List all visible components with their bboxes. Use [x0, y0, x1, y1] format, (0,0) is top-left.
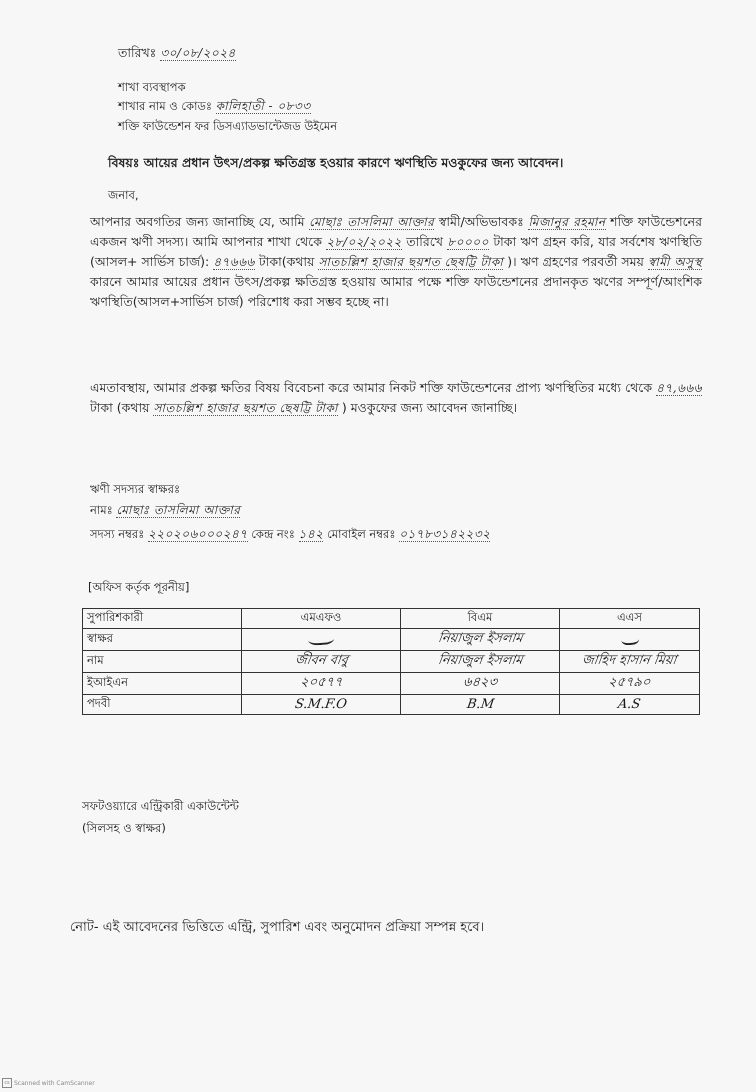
signature-cell [560, 629, 700, 651]
signature-text: নিয়াজুল ইসলাম [436, 631, 524, 646]
table-row [83, 673, 700, 695]
software-entry-line2: (সিলসহ ও স্বাক্ষর) [82, 821, 166, 835]
p2-text-2: টাকা (কথায় [90, 400, 150, 415]
addressee-line2 [118, 98, 311, 118]
p1-text-8: কারনে আমার আয়ের প্রধান উৎস/প্রকল্প ক্ষতিগ্রস্ত হওয়ায় আমার পক্ষে শক্তি ফাউন্ডেশনের প্রদানকৃত ঋণের সম্পূর্ণ/আংশিক ঋণস্থিতি(আসল+সার্ভিস চার্জ) পরিশোধ করা সম্ভব হচ্ছে না। [90, 274, 702, 309]
date-value: ৩০/০৮/২০২৪ [160, 46, 236, 60]
table-cell: ২০৫৭৭ [298, 675, 344, 690]
p1-text-6: টাকা(কথায় [258, 254, 315, 269]
p2-text-1: এমতাবস্থায়, আমার প্রকল্প ক্ষতির বিষয় বিবেচনা করে আমার নিকট শক্তি ফাউন্ডেশনের প্রাপ্য ঋণস্থিতির মধ্যে থেকে [90, 380, 653, 395]
p1-guardian-name: মিজানুর রহমান [528, 215, 606, 229]
p1-reason: স্বামী অসুস্থ [647, 255, 703, 269]
p1-loan-amount: ৮০০০০ [447, 235, 489, 249]
p2-text-3: ) মওকুফের জন্য আবেদন জানাচ্ছি। [341, 400, 518, 415]
p1-member-name: মোছাঃ তাসলিমা আক্তার [309, 215, 435, 229]
software-entry-line1: সফটওয়্যারে এন্ট্রিকারী একাউন্টেন্ট [82, 799, 239, 813]
note-line: নোট- এই আবেদনের ভিত্তিতে এন্ট্রি, সুপারিশ এবং অনুমোদন প্রক্রিয়া সম্পন্ন হবে। [70, 920, 485, 935]
addressee-line1: শাখা ব্যবস্থাপক [118, 80, 186, 94]
p1-text-5: টাকা ঋণ গ্রহন করি, যার সর্বশেষ ঋণস্থিতি (আসল+ সার্ভিস চার্জ): [90, 234, 702, 269]
signature-cell [401, 629, 560, 651]
table-cell: S.M.F.O [294, 697, 348, 712]
branch-label: শাখার নাম ও কোডঃ [118, 99, 213, 113]
p1-text-2: স্বামী/অভিভাবকঃ [438, 214, 524, 229]
header-cell: এএস [560, 609, 700, 629]
p1-text-1: আপনার অবগতির জন্য জানাচ্ছি যে, আমি [90, 214, 305, 229]
signature-cell [242, 629, 401, 651]
p1-text-4: তারিখে [406, 234, 443, 249]
member-signature-label: ঋণী সদস্যর স্বাক্ষরঃ [90, 482, 181, 496]
center-value: ১৪২ [298, 527, 324, 541]
scanner-badge [2, 1078, 95, 1088]
signature-table [82, 608, 700, 715]
paragraph-2 [90, 378, 702, 418]
salutation: জনাব, [108, 188, 139, 202]
member-name-line [90, 502, 240, 522]
p1-balance-words: সাতচল্লিশ হাজার ছয়শত ছেষট্টি টাকা [318, 255, 504, 269]
addressee-line3: শক্তি ফাউন্ডেশন ফর ডিসএ্যাডভান্টেজড উইমেন [118, 119, 338, 133]
member-id-value: ২২০২০৬০০০২৪৭ [147, 527, 248, 541]
table-header-row [83, 609, 700, 629]
table-cell: ৬৪২৩ [462, 675, 499, 690]
p1-text-7: )। ঋণ গ্রহণের পরবর্তী সময় [507, 254, 644, 269]
table-row [83, 695, 700, 715]
signature-scribble [308, 630, 335, 646]
header-cell: সুপারিশকারী [83, 609, 242, 629]
table-cell: ২৫৭৯০ [607, 675, 652, 690]
office-use-label: [অফিস কর্তৃক পূরনীয়] [88, 580, 190, 594]
row-label: পদবী [83, 695, 242, 715]
paragraph-1 [90, 212, 702, 312]
table-cell: নিয়াজুল ইসলাম [436, 653, 524, 668]
table-row [83, 629, 700, 651]
row-label: স্বাক্ষর [83, 629, 242, 651]
p1-loan-date: ২৮/০২/২০২২ [326, 235, 402, 249]
table-cell: জীবন বাবু [293, 653, 349, 668]
table-row [83, 651, 700, 673]
member-id-label: সদস্য নম্বরঃ [90, 527, 145, 541]
scanner-badge-text: Scanned with CamScanner [14, 1079, 95, 1087]
p2-amount-words: সাতচল্লিশ হাজার ছয়শত ছেষট্টি টাকা [153, 401, 338, 415]
date-line [118, 45, 236, 65]
p1-text-3: শক্তি ফাউন্ডেশনের একজন ঋণী সদস্য। আমি আপনার শাখা থেকে [90, 214, 702, 249]
date-label: তারিখঃ [118, 45, 157, 60]
member-details-line [90, 526, 490, 546]
table-cell: B.M [465, 697, 495, 712]
signature-scribble [620, 630, 639, 645]
member-name-value: মোছাঃ তাসলিমা আক্তার [116, 503, 241, 517]
center-label: কেন্দ্র নংঃ [251, 527, 295, 541]
table-cell: জাহিদ হাসান মিয়া [581, 653, 678, 668]
header-cell: এমএফও [242, 609, 401, 629]
member-name-label: নামঃ [90, 503, 113, 517]
header-cell: বিএম [401, 609, 560, 629]
mobile-label: মোবাইল নম্বরঃ [327, 527, 396, 541]
table-cell: A.S [617, 697, 642, 712]
row-label: ইআইএন [83, 673, 242, 695]
subject-line: বিষয়ঃ আয়ের প্রধান উৎস/প্রকল্প ক্ষতিগ্রস্ত হওয়ার কারণে ঋণস্থিতি মওকুফের জন্য আবেদন। [108, 155, 564, 170]
branch-value: কালিহাতী - ০৮৩৩ [215, 99, 311, 113]
p1-balance: ৪৭৬৬৬ [213, 255, 255, 269]
row-label: নাম [83, 651, 242, 673]
camscanner-icon: cs [2, 1078, 12, 1088]
mobile-value: ০১৭৮৩১৪২২৩২ [399, 527, 491, 541]
p2-amount: ৪৭,৬৬৬ [656, 381, 702, 395]
